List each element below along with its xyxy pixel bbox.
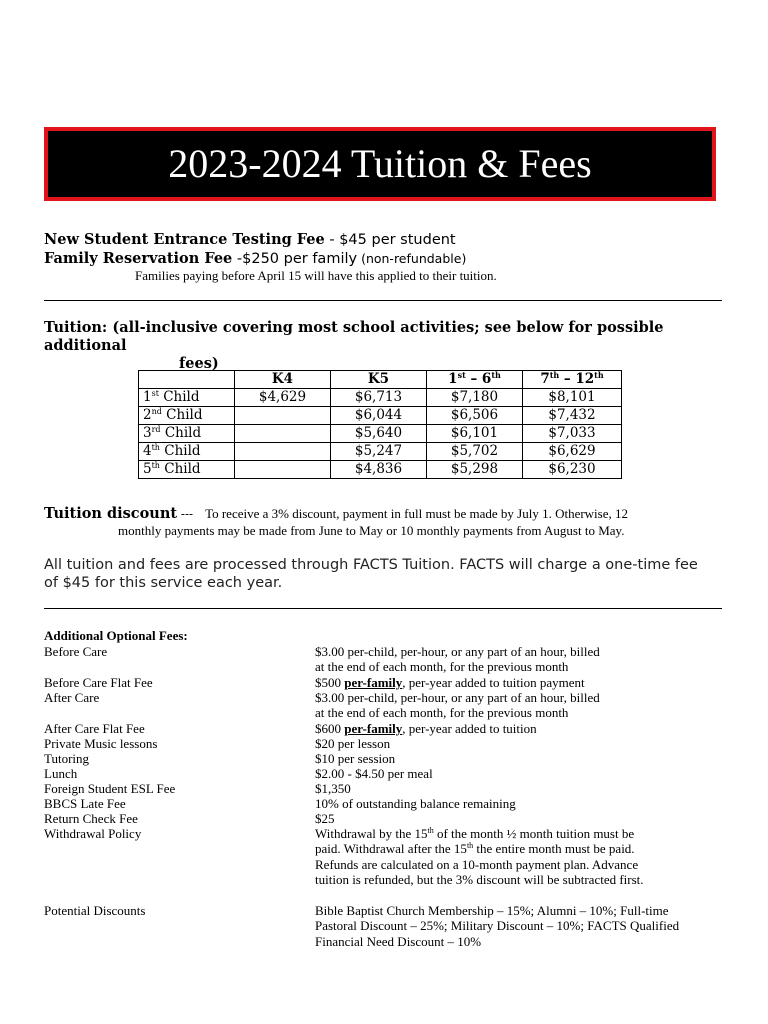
row-label: 1st Child — [139, 389, 235, 407]
cell-k5: $6,044 — [331, 407, 427, 425]
entrance-fee-sep: - — [324, 232, 340, 248]
fee-name: Potential Discounts — [44, 903, 146, 918]
cell-grades-1-6: $6,506 — [427, 407, 523, 425]
fee-value: Bible Baptist Church Membership – 15%; Alumni – 10%; Full-time Pastoral Discount – 25%; Military Discount – 10%; FACTS Qualified Financial Need Discount – 10% — [315, 903, 680, 949]
fee-value: $3.00 per-child, per-hour, or any part of an hour, billed at the end of each month, for the previous month — [315, 644, 600, 675]
cell-grades-7-12: $6,629 — [523, 443, 622, 461]
fee-name: Before Care Flat Fee — [44, 675, 153, 690]
fee-value: $2.00 - $4.50 per meal — [315, 766, 433, 781]
tuition-heading — [44, 319, 724, 373]
cell-k5: $4,836 — [331, 461, 427, 479]
divider — [44, 608, 722, 609]
row-label: 5th Child — [139, 461, 235, 479]
fee-value: $10 per session — [315, 751, 396, 766]
col-header-k4: K4 — [235, 371, 331, 389]
fee-name: Lunch — [44, 766, 78, 781]
reservation-fee-value: $250 per family — [242, 251, 358, 267]
row-label: 2nd Child — [139, 407, 235, 425]
cell-grades-7-12: $7,033 — [523, 425, 622, 443]
table-row — [139, 443, 622, 461]
facts-notice — [44, 556, 734, 592]
cell-grades-1-6: $5,702 — [427, 443, 523, 461]
fee-name: Tutoring — [44, 751, 90, 766]
reservation-fee-note: (non-refundable) — [357, 251, 467, 266]
reservation-fee-label: Family Reservation Fee — [44, 250, 233, 267]
cell-k4: $4,629 — [235, 389, 331, 407]
fee-name: Withdrawal Policy — [44, 826, 142, 841]
reservation-fee-subnote: Families paying before April 15 will have this applied to their tuition. — [135, 268, 497, 283]
facts-line1: All tuition and fees are processed through FACTS Tuition. FACTS will charge a one-time fee — [44, 557, 698, 573]
fee-value: Withdrawal by the 15th of the month ½ month tuition must be paid. Withdrawal after the 15th the entire month must be paid. Refunds are calculated on a 10-month payment plan. Advance tuition is refunded, but the 3% discount will be subtracted first. — [315, 826, 644, 887]
cell-grades-1-6: $6,101 — [427, 425, 523, 443]
fee-name: After Care Flat Fee — [44, 721, 145, 736]
col-header-grades-1-6: 1st – 6th — [427, 371, 523, 389]
cell-k4 — [235, 443, 331, 461]
title-banner — [44, 127, 716, 201]
discount-dash: --- — [177, 507, 194, 521]
fee-value: $25 — [315, 811, 335, 826]
table-corner-cell — [139, 371, 235, 389]
cell-k4 — [235, 407, 331, 425]
entrance-fee-label: New Student Entrance Testing Fee — [44, 231, 325, 248]
fee-value: $1,350 — [315, 781, 351, 796]
fee-value: $500 per-family, per-year added to tuition payment — [315, 675, 585, 690]
entrance-fee-value: $45 per student — [339, 232, 456, 248]
fee-name: Foreign Student ESL Fee — [44, 781, 176, 796]
cell-grades-7-12: $7,432 — [523, 407, 622, 425]
table-header-row — [139, 371, 622, 389]
table-row — [139, 389, 622, 407]
cell-k4 — [235, 461, 331, 479]
cell-k5: $6,713 — [331, 389, 427, 407]
discount-text-cont: monthly payments may be made from June to May or 10 monthly payments from August to May. — [118, 523, 625, 538]
cell-grades-1-6: $5,298 — [427, 461, 523, 479]
page-title: 2023-2024 Tuition & Fees — [168, 141, 592, 186]
cell-grades-1-6: $7,180 — [427, 389, 523, 407]
tuition-table — [138, 370, 622, 479]
table-row — [139, 407, 622, 425]
table-row — [139, 461, 622, 479]
fee-value: 10% of outstanding balance remaining — [315, 796, 516, 811]
fee-name: Private Music lessons — [44, 736, 158, 751]
col-header-k5: K5 — [331, 371, 427, 389]
divider — [44, 300, 722, 301]
row-label: 4th Child — [139, 443, 235, 461]
fee-value: $600 per-family, per-year added to tuition — [315, 721, 537, 736]
cell-k5: $5,247 — [331, 443, 427, 461]
cell-grades-7-12: $8,101 — [523, 389, 622, 407]
table-row — [139, 425, 622, 443]
cell-k5: $5,640 — [331, 425, 427, 443]
fee-name: Before Care — [44, 644, 108, 659]
discount-text: To receive a 3% discount, payment in full must be made by July 1. Otherwise, 12 — [205, 506, 629, 521]
fee-name: BBCS Late Fee — [44, 796, 126, 811]
facts-line2: of $45 for this service each year. — [44, 575, 283, 591]
cell-k4 — [235, 425, 331, 443]
col-header-grades-7-12: 7th – 12th — [523, 371, 622, 389]
reservation-fee-line — [44, 250, 466, 268]
tuition-discount-line — [44, 505, 734, 523]
tuition-heading-line2: fees) — [179, 355, 219, 372]
optional-fees-title: Additional Optional Fees: — [44, 628, 188, 643]
discount-label: Tuition discount — [44, 505, 178, 522]
cell-grades-7-12: $6,230 — [523, 461, 622, 479]
fee-value: $3.00 per-child, per-hour, or any part of an hour, billed at the end of each month, for the previous month — [315, 690, 600, 721]
fee-name: After Care — [44, 690, 100, 705]
fee-name: Return Check Fee — [44, 811, 138, 826]
tuition-heading-line1: Tuition: (all-inclusive covering most school activities; see below for possible additional — [44, 319, 664, 354]
entrance-fee-line — [44, 231, 456, 249]
fee-value: $20 per lesson — [315, 736, 391, 751]
reservation-fee-sep: - — [232, 251, 243, 267]
row-label: 3rd Child — [139, 425, 235, 443]
